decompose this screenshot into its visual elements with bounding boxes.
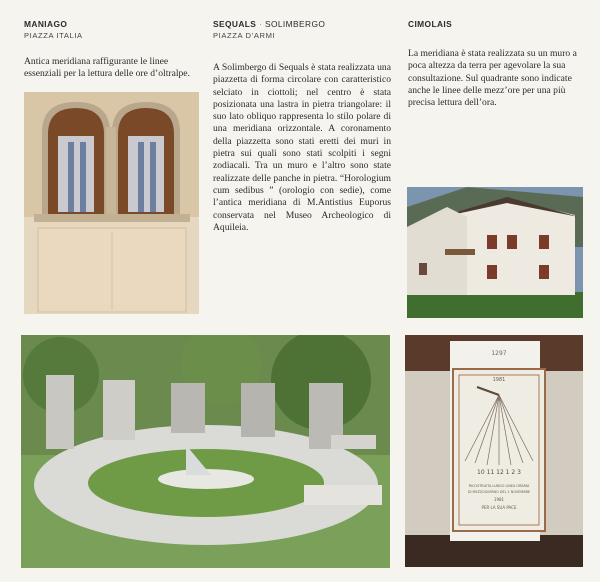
cimolais-description: La meridiana è stata realizzata su un muro a poca altezza da terra per agevolare la sua consultazione. Sul quadrante sono indicate anche le linee delle mezz’ore per una più precisa lettura dell’ora. [408, 48, 577, 109]
sequals-description: A Solimbergo di Sequals è stata realizzata una piazzetta di forma circolare con caratteristico selciato in ciottoli; nel centro è stata posizionata una lastra in pietra triangolare: il suo lato obliquo rappresenta lo stilo polare di una meridiana orizzontale. A coronamento della piazzetta sono stati eretti dei muri in pietra sui quali sono stati scolpiti i segni zodiacali. Tra un muro e l’altro sono state realizzate delle panche in pietra. “Horologium cum sedibus ” (orologio con sedie), come l’antica meridiana di M.Antistius Euporus conservata nel Museo Archeologico di Aquileia. [213, 62, 391, 233]
solimbergo-piazza-photo [21, 335, 390, 568]
cimolais-section [408, 18, 584, 109]
sequals-locality: SOLIMBERGO [264, 19, 326, 29]
maniago-place: PIAZZA ITALIA [24, 31, 83, 40]
cimolais-sundial-photo [405, 335, 583, 567]
cimolais-house-photo [407, 187, 583, 318]
plaque-hours: 10 11 12 1 2 3 [477, 469, 521, 476]
plaque-top-number: 1297 [491, 350, 507, 357]
plaque-line-3: 1981 [493, 497, 505, 502]
sequals-place: PIAZZA D’ARMI [213, 31, 276, 40]
maniago-title: MANIAGO [24, 19, 68, 29]
plaque-line-4: PER LA SUA PACE [481, 505, 517, 510]
cimolais-title: CIMOLAIS [408, 19, 453, 29]
plaque-line-1: RICOSTRUITA LUNGO LINEA ORARIA [468, 484, 530, 488]
sequals-separator: · [259, 19, 263, 29]
maniago-section [24, 18, 200, 81]
plaque-line-2: DI MEZZOGIORNO DEL 1 NOVEMBRE [467, 490, 531, 494]
maniago-photo [24, 92, 199, 314]
sequals-title [213, 18, 391, 30]
plaque-year: 1981 [492, 377, 506, 383]
sequals-section [213, 18, 391, 234]
sequals-name: SEQUALS [213, 19, 257, 29]
maniago-description: Antica meridiana raffigurante le linee essenziali per la lettura delle ore d’oltralpe. [24, 56, 190, 80]
